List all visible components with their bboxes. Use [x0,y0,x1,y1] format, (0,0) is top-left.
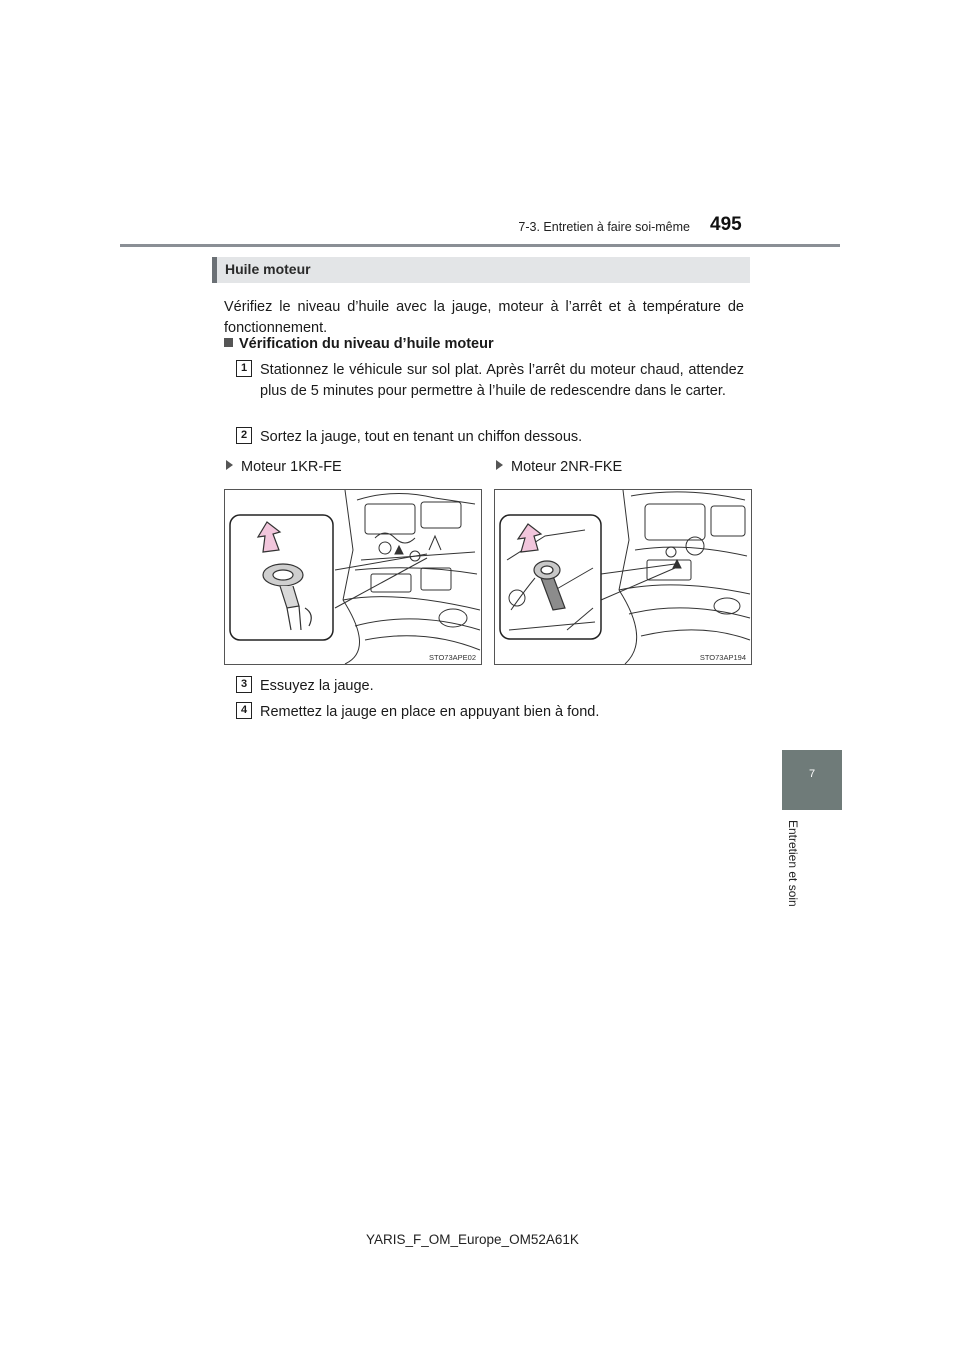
step-badge-3: 3 [236,676,252,693]
step-badge-2: 2 [236,427,252,444]
figure-2nr-fke [494,489,752,665]
step-text-1: Stationnez le véhicule sur sol plat. Après l’arrêt du moteur chaud, attendez plus de 5 minutes pour permettre à l’huile de redescendre dans le carter. [260,362,744,399]
step-badge-4: 4 [236,702,252,719]
section-header-bar [212,257,750,283]
page-number: 495 [710,214,742,235]
chapter-tab [782,750,842,810]
engine-bay-illustration-1kr [225,490,481,664]
section-title: Huile moteur [225,261,311,277]
subheading-text: Vérification du niveau d’huile moteur [239,336,494,352]
intro-paragraph: Vérifiez le niveau d’huile avec la jauge, moteur à l’arrêt et à température de fonctionnement. [224,299,744,336]
step-text-2: Sortez la jauge, tout en tenant un chiffon dessous. [260,429,583,445]
header-rule [120,244,840,247]
footer-doc-id: YARIS_F_OM_Europe_OM52A61K [366,1232,579,1247]
triangle-bullet-icon [226,460,233,470]
figure-1kr-fe [224,489,482,665]
figure-code: STO73AP194 [699,653,746,662]
step-text-4: Remettez la jauge en place en appuyant bien à fond. [260,704,600,720]
engine-label-1kr: Moteur 1KR-FE [226,459,342,475]
triangle-bullet-icon [496,460,503,470]
step-text-3: Essuyez la jauge. [260,678,374,694]
engine-label-2nr: Moteur 2NR-FKE [496,459,622,475]
square-bullet-icon [224,338,233,347]
header-section-title: 7-3. Entretien à faire soi-même [518,220,690,234]
chapter-side-label [786,820,806,950]
figure-code: STO73APE02 [429,653,476,662]
chapter-number: 7 [808,768,816,780]
engine-bay-illustration-2nr [495,490,751,664]
section-bar-accent [212,257,217,283]
subheading [224,336,494,352]
step-badge-1: 1 [236,360,252,377]
chapter-title: Entretien et soin [786,820,800,907]
